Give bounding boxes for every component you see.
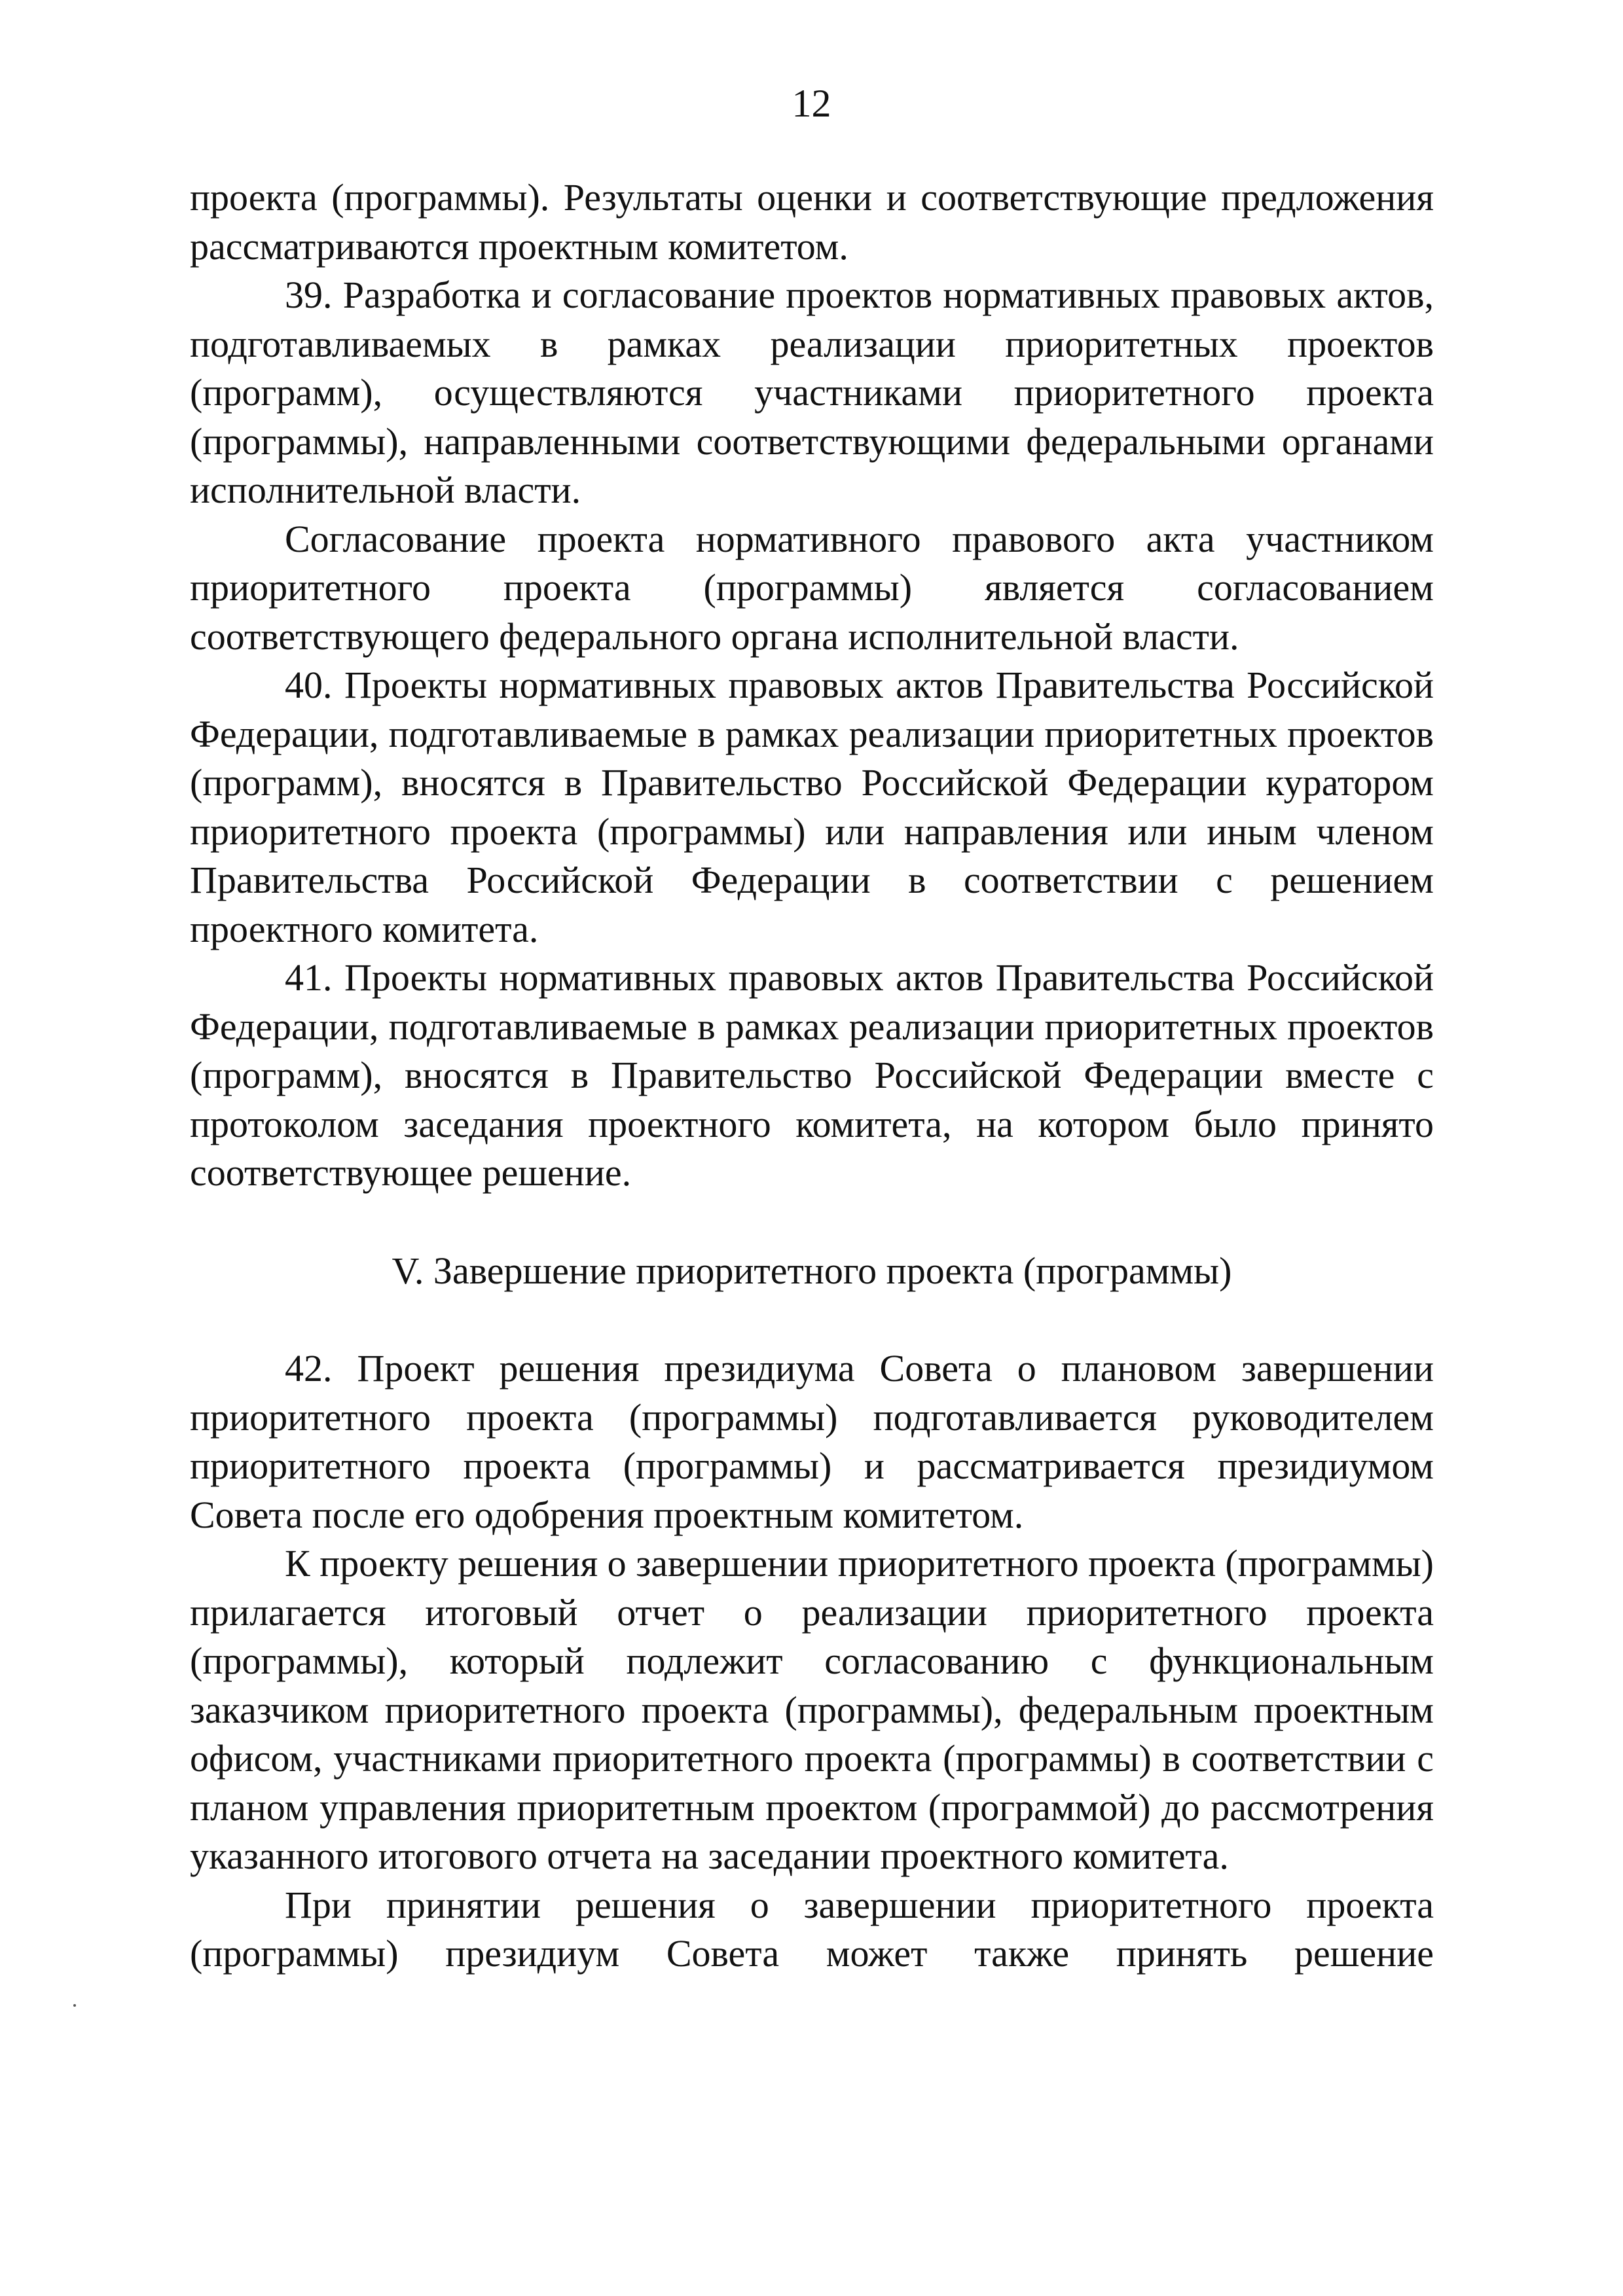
paragraph-42-final-report: К проекту решения о завершении приоритетного проекта (программы) прилагается итоговый отчет о реализации приоритетного проекта (программы), который подлежит согласованию с функциональным заказчиком приоритетного проекта (программы), федеральным проектным офисом, участниками приоритетного проекта (программы) в соответствии с планом управления приоритетным проектом (программой) до рассмотрения указанного итогового отчета на заседании проектного комитета. <box>190 1542 1434 1877</box>
page-number: 12 <box>792 82 831 125</box>
paragraph-42-decision: При принятии решения о завершении приоритетного проекта (программы) президиум Совета может также принять решение <box>190 1883 1434 1975</box>
scan-speck <box>73 2004 76 2007</box>
section-v-heading: V. Завершение приоритетного проекта (программы) <box>392 1249 1232 1292</box>
paragraph-41: 41. Проекты нормативных правовых актов Правительства Российской Федерации, подготавливаемые в рамках реализации приоритетных проектов (программ), вносятся в Правительство Российской Федерации вместе с протоколом заседания проектного комитета, на котором было принято соответствующее решение. <box>190 956 1434 1194</box>
paragraph-40: 40. Проекты нормативных правовых актов Правительства Российской Федерации, подготавливаемые в рамках реализации приоритетных проектов (программ), вносятся в Правительство Российской Федерации куратором приоритетного проекта (программы) или направления или иным членом Правительства Российской Федерации в соответствии с решением проектного комитета. <box>190 664 1434 950</box>
paragraph-39: 39. Разработка и согласование проектов нормативных правовых актов, подготавливаемых в рамках реализации приоритетных проектов (программ), осуществляются участниками приоритетного проекта (программы), направленными соответствующими федеральными органами исполнительной власти. <box>190 274 1434 511</box>
paragraph-39-approval: Согласование проекта нормативного правового акта участником приоритетного проекта (программы) является согласованием соответствующего федерального органа исполнительной власти. <box>190 517 1434 658</box>
paragraph-38-continuation: проекта (программы). Результаты оценки и соответствующие предложения рассматриваются проектным комитетом. <box>190 176 1434 268</box>
paragraph-42: 42. Проект решения президиума Совета о плановом завершении приоритетного проекта (программы) подготавливается руководителем приоритетного проекта (программы) и рассматривается президиумом Совета после его одобрения проектным комитетом. <box>190 1347 1434 1536</box>
document-body <box>190 173 1434 1979</box>
